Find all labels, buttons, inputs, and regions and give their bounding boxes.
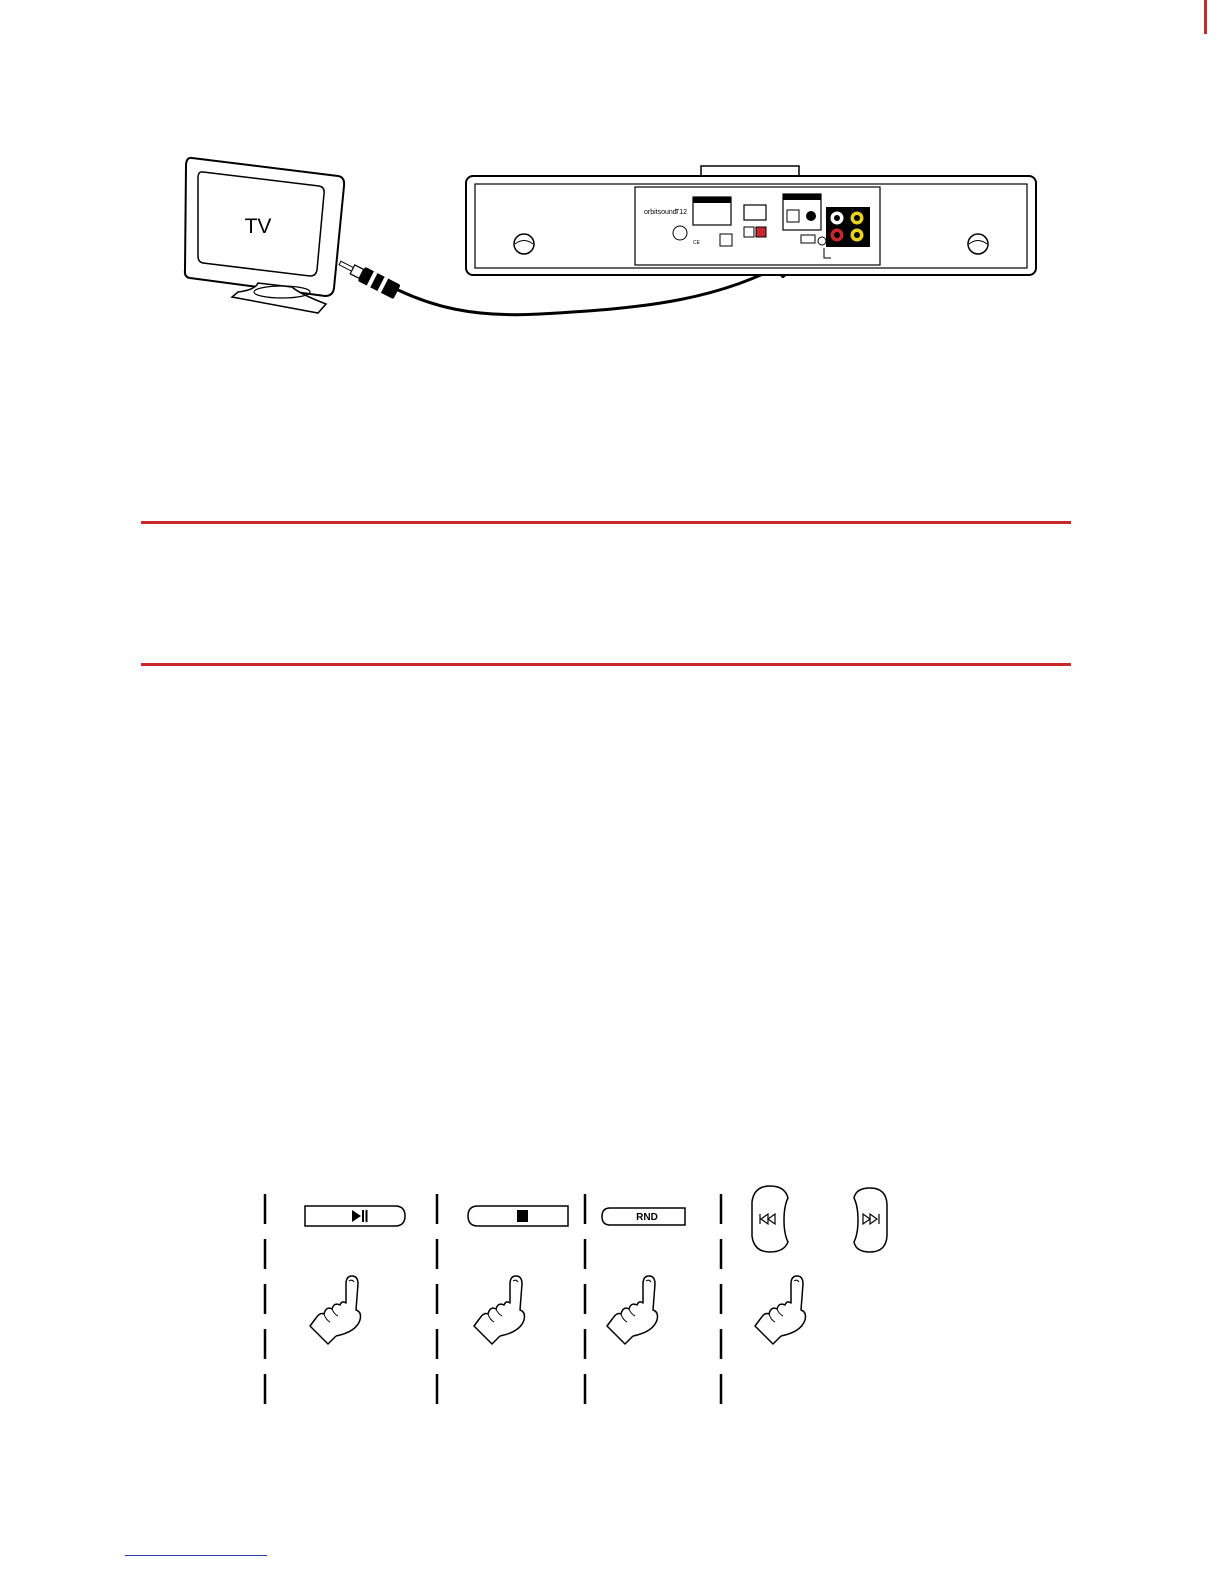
skip-back-button[interactable]	[752, 1186, 788, 1252]
stop-button[interactable]	[468, 1206, 568, 1226]
play-pause-button[interactable]	[305, 1206, 405, 1226]
random-button-label: RND	[636, 1212, 658, 1223]
model-label: T12	[675, 209, 688, 216]
hand-press-icon	[607, 1276, 658, 1344]
skip-forward-button[interactable]	[854, 1188, 887, 1252]
hand-press-icon	[310, 1276, 361, 1344]
footer-link-underline	[125, 1555, 267, 1556]
random-button[interactable]	[602, 1208, 685, 1225]
svg-text:CE: CE	[693, 240, 700, 246]
tv-label: TV	[244, 215, 272, 238]
stop-icon	[517, 1210, 528, 1222]
brand-label: orbitsound	[644, 209, 677, 216]
hand-press-icon	[755, 1276, 806, 1344]
hand-press-icon	[474, 1276, 525, 1344]
